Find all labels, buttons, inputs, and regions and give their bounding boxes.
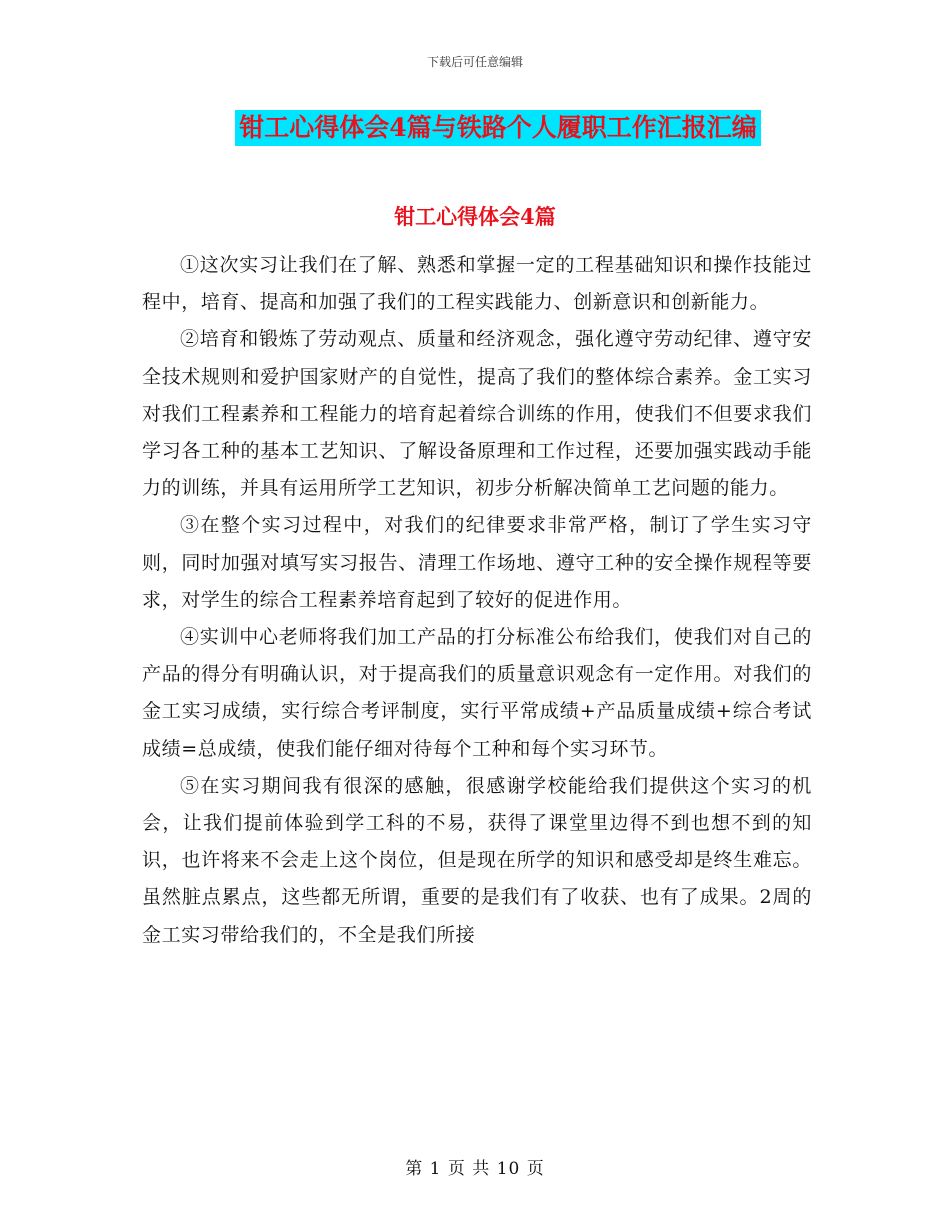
paragraph-3: ③在整个实习过程中，对我们的纪律要求非常严格，制订了学生实习守则，同时加强对填写实习报告、清理工作场地、遵守工种的安全操作规程等要求，对学生的综合工程素养培育起到了较好的促进作用。 xyxy=(142,514,812,611)
paragraph-2: ②培育和锻炼了劳动观点、质量和经济观念，强化遵守劳动纪律、遵守安全技术规则和爱护国家财产的自觉性，提高了我们的整体综合素养。金工实习对我们工程素养和工程能力的培育起着综合训练的作用，使我们不但要求我们学习各工种的基本工艺知识、了解设备原理和工作过程，还要加强实践动手能力的训练，并具有运用所学工艺知识，初步分析解决简单工艺问题的能力。 xyxy=(142,328,812,500)
page-number-footer: 第 1 页 共 10 页 xyxy=(405,1159,545,1179)
document-title: 钳工心得体会4篇与铁路个人履职工作汇报汇编 xyxy=(235,110,760,146)
header-note: 下载后可任意编辑 xyxy=(426,55,523,69)
paragraph-4: ④实训中心老师将我们加工产品的打分标准公布给我们，使我们对自己的产品的得分有明确认识，对于提高我们的质量意识观念有一定作用。对我们的金工实习成绩，实行综合考评制度，实行平常成绩+产品质量成绩+综合考试成绩=总成绩，使我们能仔细对待每个工种和每个实习环节。 xyxy=(142,626,812,760)
section-title: 钳工心得体会4篇 xyxy=(394,204,556,229)
document-body xyxy=(142,247,812,954)
paragraph-5: ⑤在实习期间我有很深的感触，很感谢学校能给我们提供这个实习的机会，让我们提前体验到学工科的不易，获得了课堂里边得不到也想不到的知识，也许将来不会走上这个岗位，但是现在所学的知识和感受却是终生难忘。虽然脏点累点，这些都无所谓，重要的是我们有了收获、也有了成果。2周的金工实习带给我们的，不全是我们所接 xyxy=(142,774,812,946)
paragraph-1: ①这次实习让我们在了解、熟悉和掌握一定的工程基础知识和操作技能过程中，培育、提高和加强了我们的工程实践能力、创新意识和创新能力。 xyxy=(142,254,812,314)
document-title-container xyxy=(0,110,950,146)
